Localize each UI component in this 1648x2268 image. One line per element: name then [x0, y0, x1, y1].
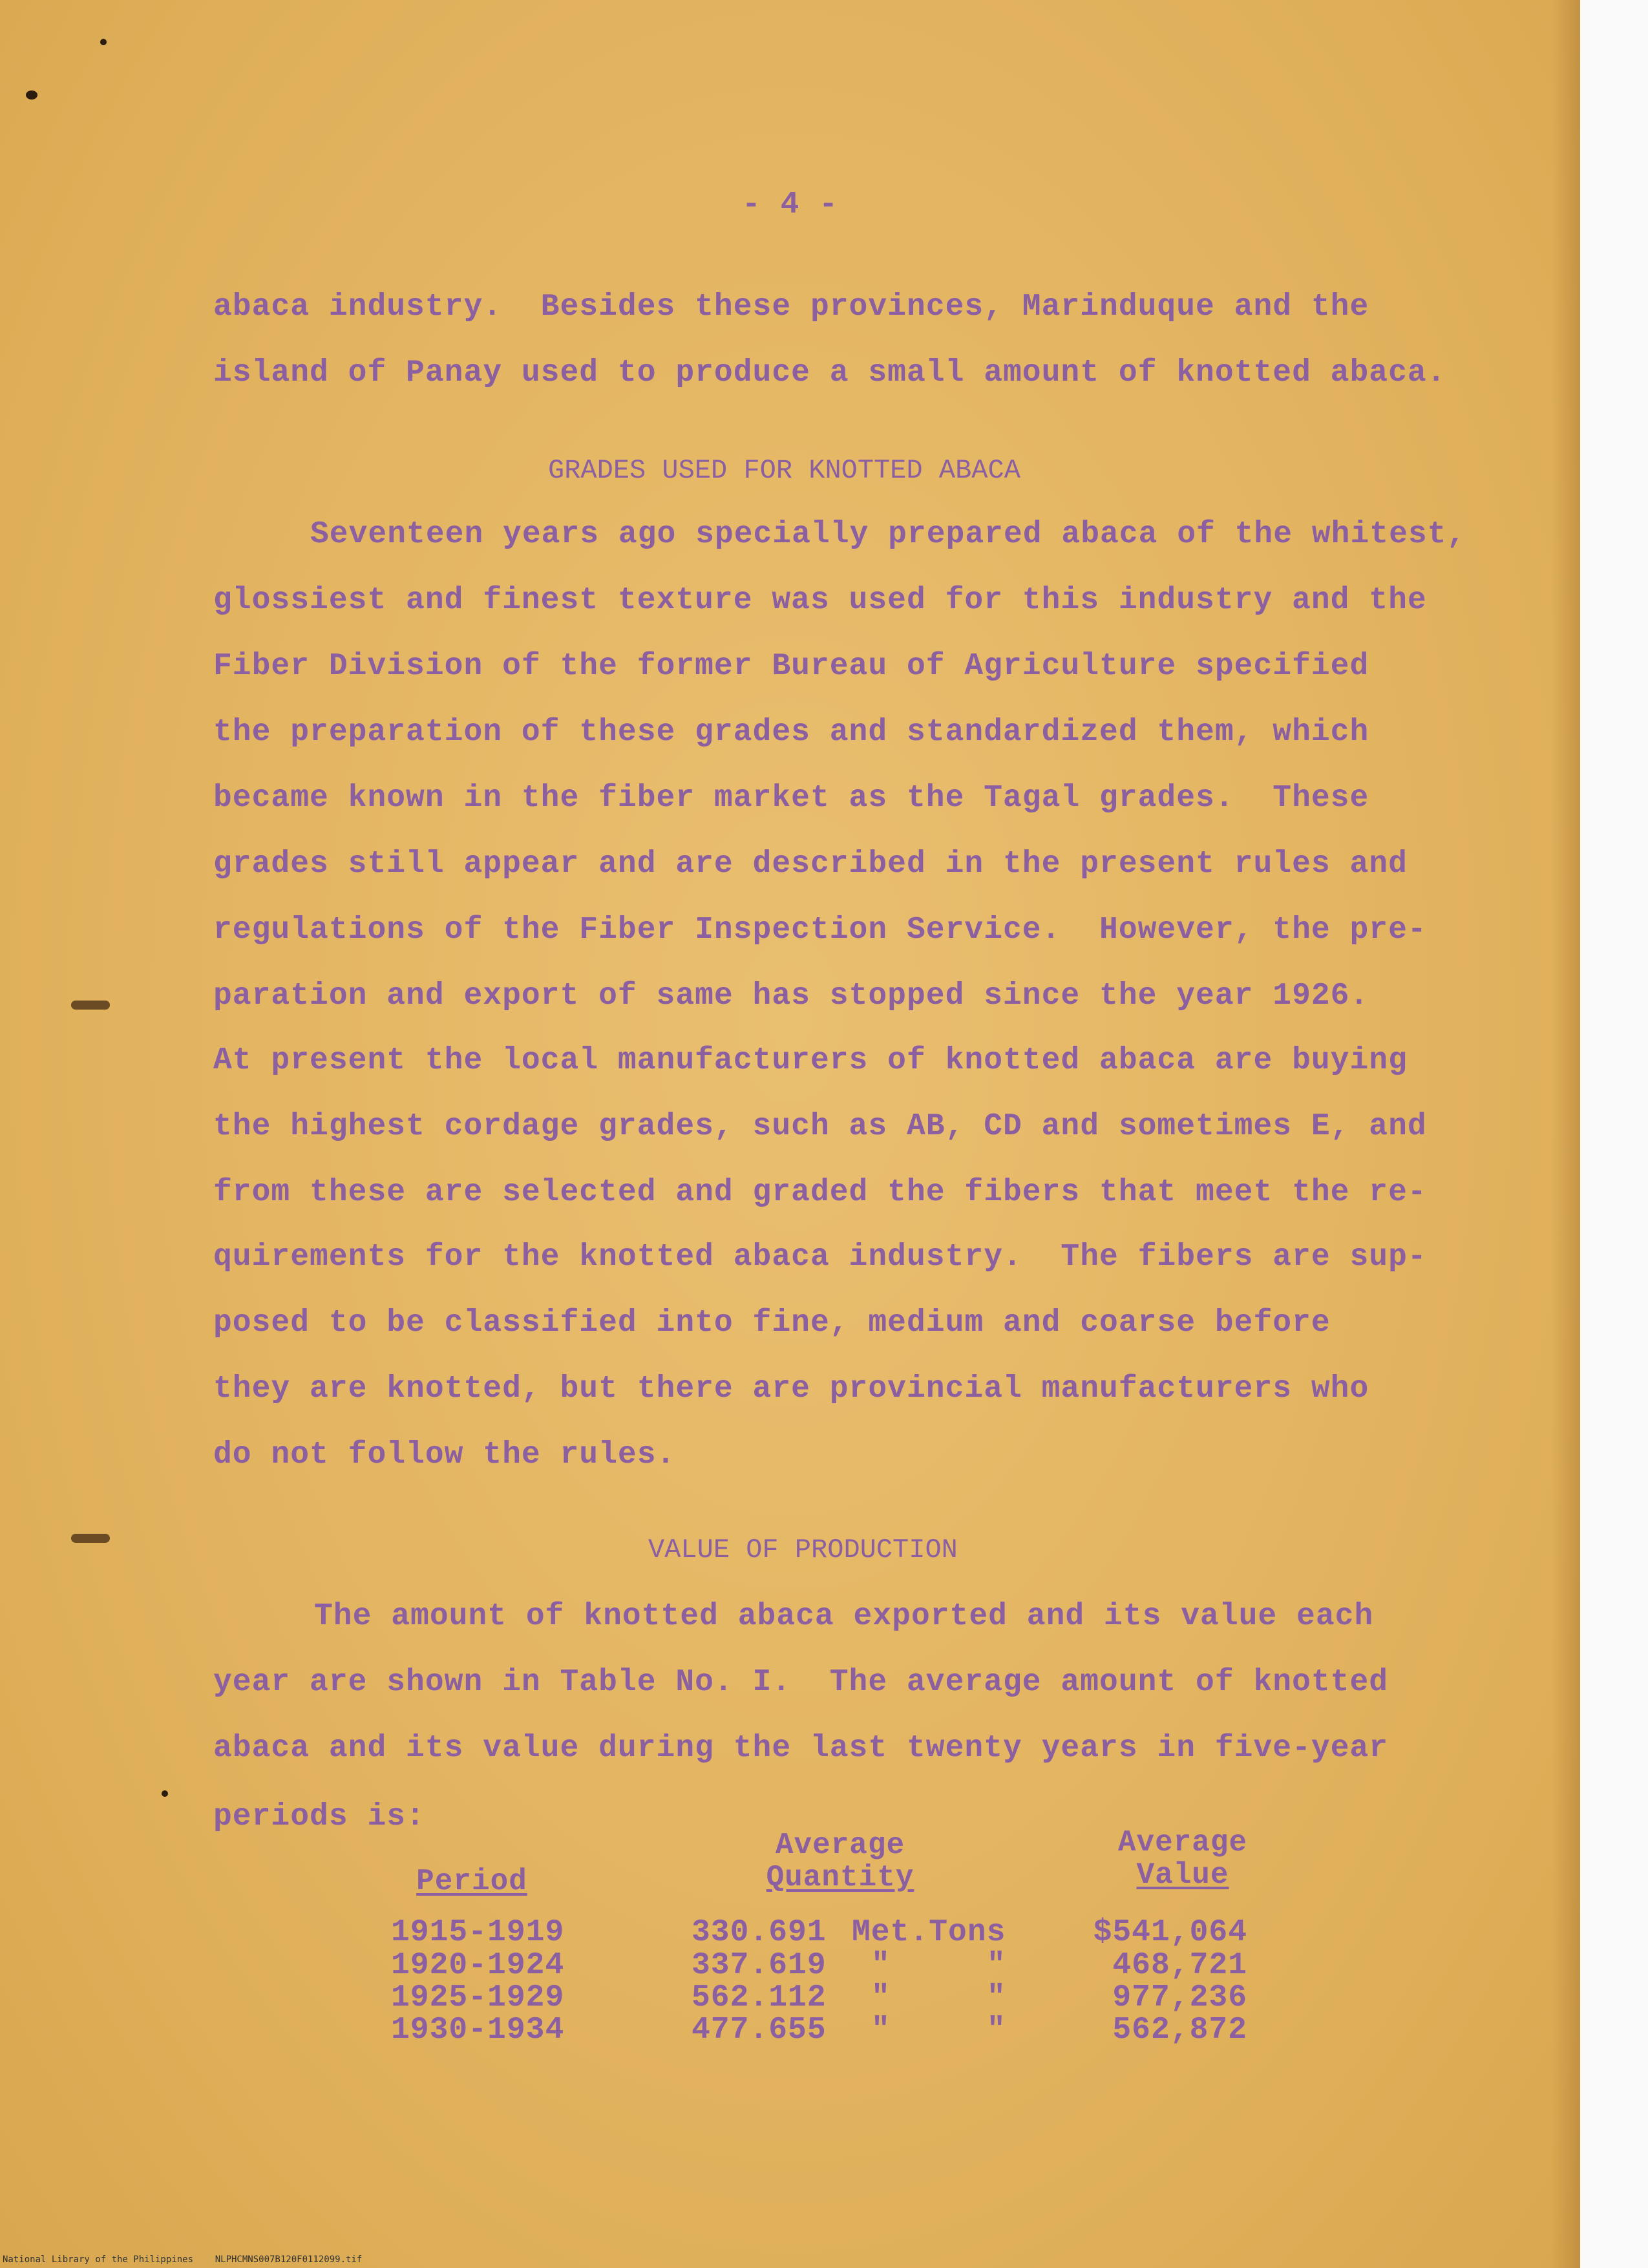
text-line: quirements for the knotted abaca industry. The fibers are sup-: [213, 1240, 1427, 1275]
table-cell-period: 1930-1934: [391, 2013, 565, 2048]
table-cell-unit: " ": [871, 1980, 1006, 2015]
text-line: regulations of the Fiber Inspection Service. However, the pre-: [213, 913, 1427, 948]
text-line: grades still appear and are described in the present rules and: [213, 847, 1408, 882]
text-line: the highest cordage grades, such as AB, CD and sometimes E, and: [213, 1109, 1427, 1144]
text-line: glossiest and finest texture was used for this industry and the: [213, 583, 1427, 618]
ink-speck: [100, 39, 107, 45]
text-line: do not follow the rules.: [213, 1437, 676, 1472]
text-line: from these are selected and graded the fibers that meet the re-: [213, 1175, 1427, 1210]
section-heading-value: VALUE OF PRODUCTION: [648, 1534, 958, 1565]
table-cell-period: 1915-1919: [391, 1915, 565, 1950]
scan-margin: [1580, 0, 1648, 2268]
text-line: became known in the fiber market as the Tagal grades. These: [213, 781, 1369, 816]
header-value: Value: [1136, 1858, 1229, 1892]
text-line: At present the local manufacturers of knotted abaca are buying: [213, 1043, 1408, 1078]
section-heading-grades: GRADES USED FOR KNOTTED ABACA: [548, 455, 1020, 486]
punch-hole-upper: [71, 1001, 110, 1010]
ink-speck: [26, 90, 37, 100]
table-cell-quantity: 330.691: [692, 1915, 827, 1950]
page-edge-shadow: [1551, 0, 1580, 2268]
header-quantity-top: Average: [775, 1828, 905, 1862]
text-line: posed to be classified into fine, medium and coarse before: [213, 1306, 1331, 1341]
ink-speck: [162, 1790, 168, 1797]
text-line: abaca industry. Besides these provinces, Marinduque and the: [213, 290, 1369, 324]
text-line: island of Panay used to produce a small amount of knotted abaca.: [213, 355, 1446, 390]
table-cell-value: 562,872: [1112, 2013, 1247, 2048]
table-cell-unit: " ": [871, 1948, 1006, 1983]
table-cell-value: $541,064: [1093, 1915, 1247, 1950]
header-value-top: Average: [1117, 1826, 1248, 1860]
text-line: paration and export of same has stopped since the year 1926.: [213, 979, 1369, 1013]
text-line: they are knotted, but there are provincial manufacturers who: [213, 1372, 1369, 1406]
text-line: The amount of knotted abaca exported and its value each: [314, 1599, 1374, 1634]
table-cell-quantity: 337.619: [692, 1948, 827, 1983]
table-cell-period: 1925-1929: [391, 1980, 565, 2015]
text-line: Seventeen years ago specially prepared abaca of the whitest,: [310, 517, 1466, 552]
punch-hole-lower: [71, 1534, 110, 1543]
table-cell-value: 977,236: [1112, 1980, 1247, 2015]
table-cell-unit: " ": [871, 2013, 1006, 2048]
text-line: year are shown in Table No. I. The average amount of knotted: [213, 1665, 1389, 1700]
header-period: Period: [416, 1865, 527, 1898]
text-line: the preparation of these grades and standardized them, which: [213, 715, 1369, 750]
scan-footer-caption: National Library of the Philippines NLPHCMNS007B120F0112099.tif: [3, 2254, 363, 2265]
text-line: periods is:: [213, 1799, 425, 1834]
table-cell-quantity: 562.112: [692, 1980, 827, 2015]
table-cell-value: 468,721: [1112, 1948, 1247, 1983]
table-cell-quantity: 477.655: [692, 2013, 827, 2048]
text-line: Fiber Division of the former Bureau of Agriculture specified: [213, 649, 1369, 684]
page-number: - 4 -: [741, 187, 839, 222]
header-quantity: Quantity: [766, 1861, 914, 1894]
table-cell-unit: Met.Tons: [852, 1915, 1006, 1950]
table-cell-period: 1920-1924: [391, 1948, 565, 1983]
text-line: abaca and its value during the last twenty years in five-year: [213, 1731, 1389, 1766]
